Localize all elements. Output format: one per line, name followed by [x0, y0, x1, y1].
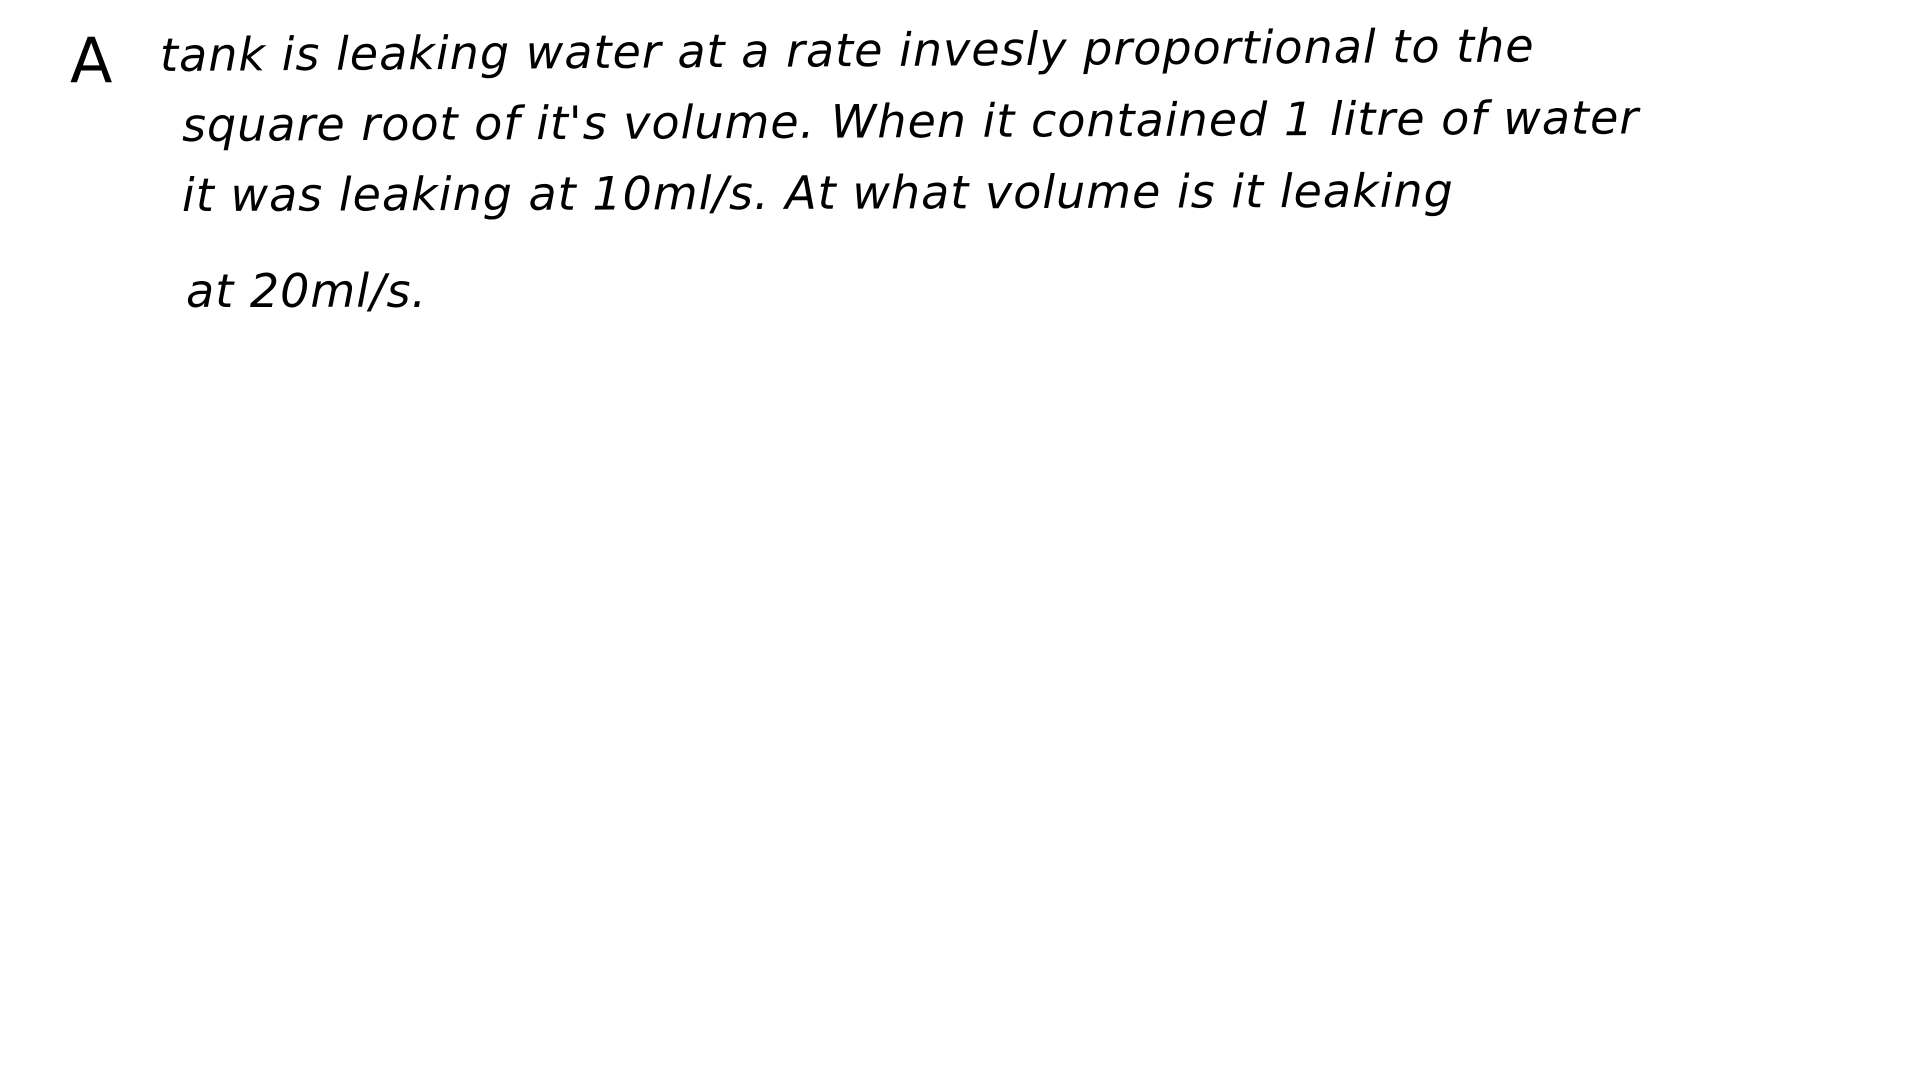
question-label: A: [70, 24, 113, 97]
question-line-3: it was leaking at 10ml/s. At what volume is it leaking: [181, 163, 1454, 222]
question-line-1: tank is leaking water at a rate invesly proportional to the: [159, 18, 1535, 82]
question-line-2: square root of it's volume. When it contained 1 litre of water: [181, 90, 1640, 152]
question-line-4: at 20ml/s.: [186, 264, 428, 318]
